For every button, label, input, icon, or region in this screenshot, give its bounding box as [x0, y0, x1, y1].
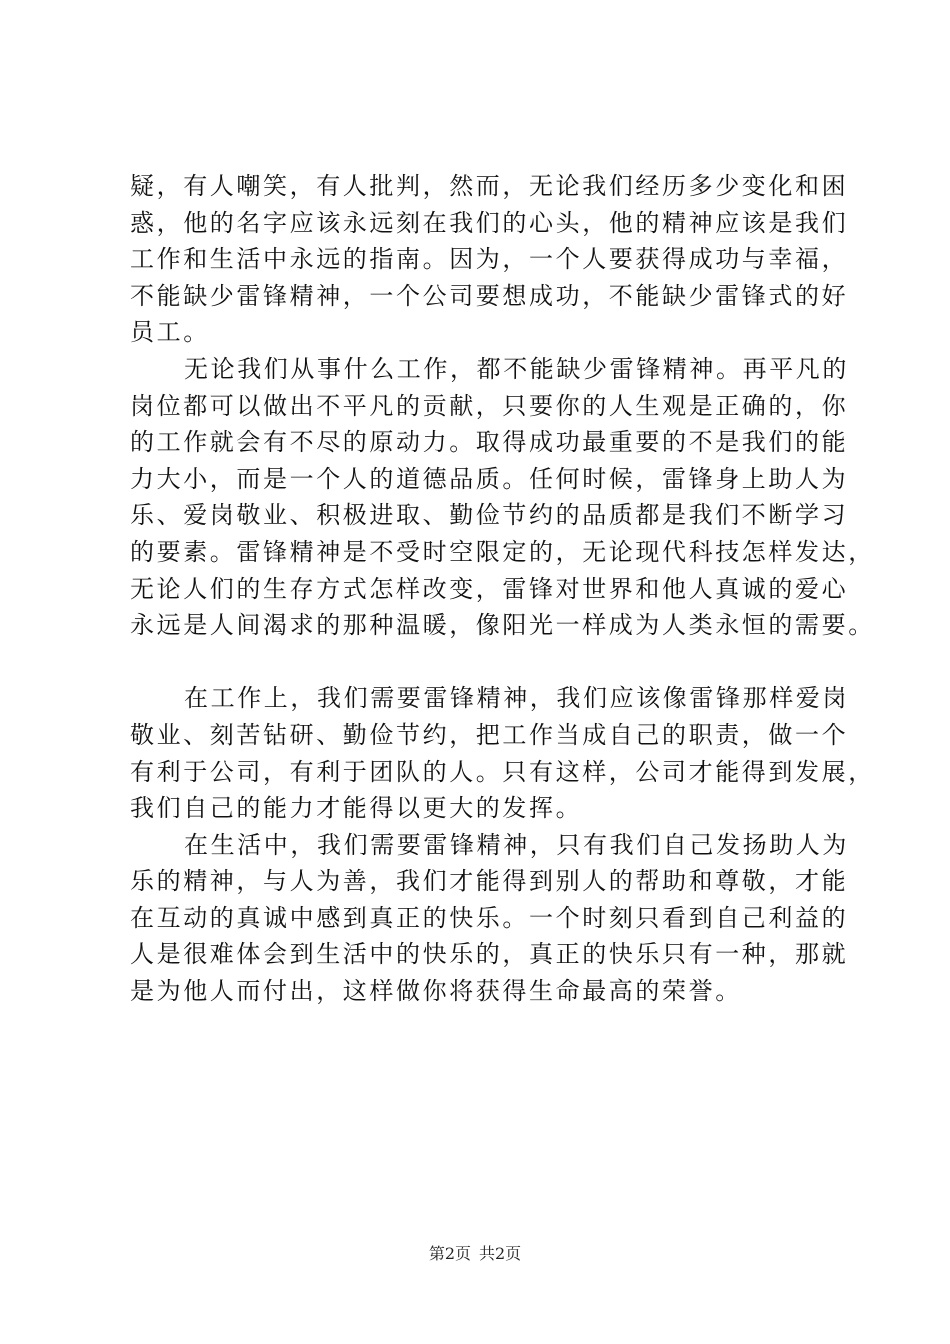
text-line: 不能缺少雷锋精神，一个公司要想成功，不能缺少雷锋式的好 [130, 281, 849, 310]
text-line: 在生活中，我们需要雷锋精神，只有我们自己发扬助人为 [184, 830, 849, 859]
document-body [130, 168, 875, 1010]
blank-line [130, 644, 850, 681]
text-line: 无论人们的生存方式怎样改变，雷锋对世界和他人真诚的爱心 [130, 574, 849, 603]
text-line: 在工作上，我们需要雷锋精神，我们应该像雷锋那样爱岗 [184, 684, 849, 713]
text-line: 永远是人间渴求的那种温暖，像阳光一样成为人类永恒的需要。 [130, 611, 875, 640]
text-line: 人是很难体会到生活中的快乐的，真正的快乐只有一种，那就 [130, 940, 849, 969]
text-line: 在互动的真诚中感到真正的快乐。一个时刻只看到自己利益的 [130, 903, 849, 932]
page-footer [0, 1244, 950, 1264]
text-line: 疑，有人嘲笑，有人批判，然而，无论我们经历多少变化和困 [130, 172, 849, 200]
text-line: 无论我们从事什么工作，都不能缺少雷锋精神。再平凡的 [184, 354, 849, 383]
text-line: 的工作就会有不尽的原动力。取得成功最重要的不是我们的能 [130, 428, 849, 457]
text-line: 工作和生活中永远的指南。因为，一个人要获得成功与幸福， [130, 245, 849, 274]
paragraph-1 [130, 168, 850, 351]
text-line: 敬业、刻苦钻研、勤俭节约，把工作当成自己的职责，做一个 [130, 720, 849, 749]
paragraph-2 [130, 351, 875, 644]
text-line: 的要素。雷锋精神是不受时空限定的，无论现代科技怎样发达， [130, 537, 875, 566]
text-line: 乐、爱岗敬业、积极进取、勤俭节约的品质都是我们不断学习 [130, 501, 849, 530]
text-line: 惑，他的名字应该永远刻在我们的心头，他的精神应该是我们 [130, 208, 849, 237]
page-total: 共2页 [479, 1244, 522, 1263]
paragraph-4 [130, 827, 850, 1010]
text-line: 员工。 [130, 318, 210, 347]
page-number: 第2页 [428, 1244, 471, 1263]
text-line: 乐的精神，与人为善，我们才能得到别人的帮助和尊敬，才能 [130, 867, 849, 896]
text-line: 力大小，而是一个人的道德品质。任何时候，雷锋身上助人为 [130, 464, 849, 493]
text-line: 岗位都可以做出不平凡的贡献，只要你的人生观是正确的，你 [130, 391, 849, 420]
text-line: 我们自己的能力才能得以更大的发挥。 [130, 794, 583, 823]
text-line: 有利于公司，有利于团队的人。只有这样，公司才能得到发展， [130, 757, 875, 786]
text-line: 是为他人而付出，这样做你将获得生命最高的荣誉。 [130, 977, 742, 1006]
paragraph-3 [130, 680, 875, 826]
